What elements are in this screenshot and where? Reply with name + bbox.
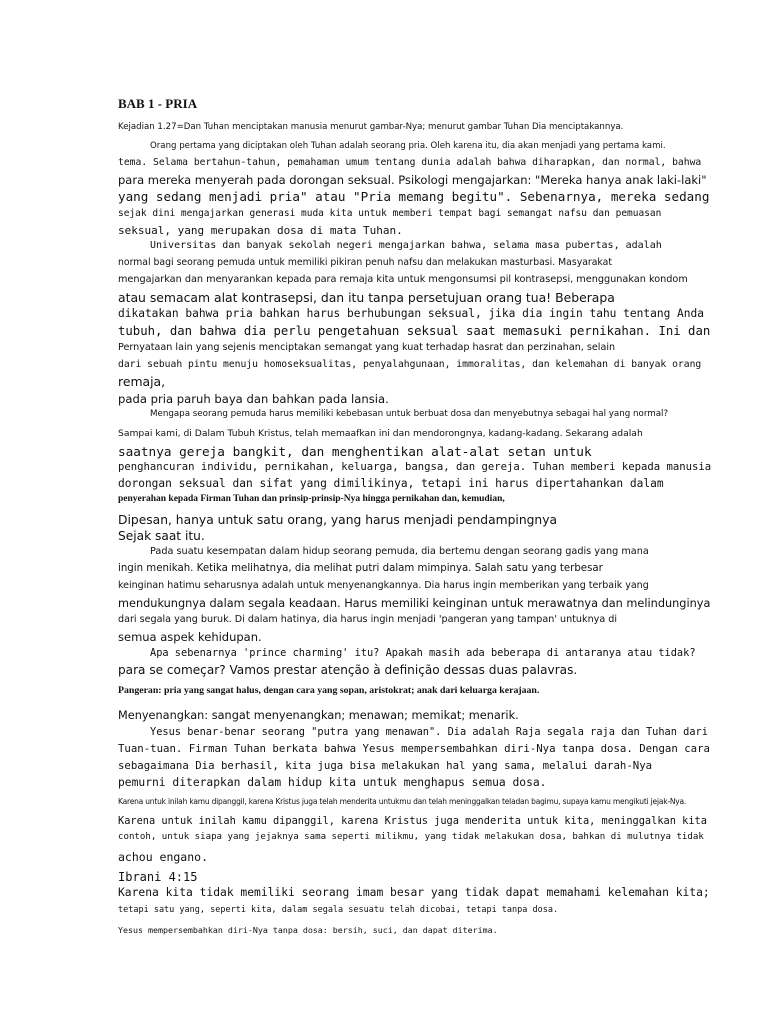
text-line: sebagaimana Dia berhasil, kita juga bisa melakukan hal yang sama, melalui darah-Nya [118, 759, 653, 772]
verse-reference: Ibrani 4:15 [118, 870, 198, 884]
text-line: Pernyataan lain yang sejenis menciptakan semangat yang kuat terhadap hasrat dan perzinahan, selain [118, 342, 616, 353]
text-line: penghancuran individu, pernikahan, keluarga, bangsa, dan gereja. Tuhan memberi kepada manusia [118, 461, 712, 473]
text-line: pada pria paruh baya dan bahkan pada lansia. [118, 392, 389, 406]
text-line: tema. Selama bertahun-tahun, pemahaman umum tentang dunia adalah bahwa diharapkan, dan normal, bahwa [118, 157, 702, 168]
text-line: Menyenangkan: sangat menyenangkan; menawan; memikat; menarik. [118, 709, 519, 722]
text-line: tubuh, dan bahwa dia perlu pengetahuan seksual saat memasuki pernikahan. Ini dan [118, 324, 711, 338]
text-line: Apa sebenarnya 'prince charming' itu? Apakah masih ada beberapa di antaranya atau tidak? [150, 647, 696, 659]
text-line: Karena kita tidak memiliki seorang imam besar yang tidak dapat memahami kelemahan kita; [118, 886, 710, 899]
text-line: Mengapa seorang pemuda harus memiliki kebebasan untuk berbuat dosa dan menyebutnya sebagai hal yang normal? [150, 409, 669, 419]
text-line: keinginan hatimu seharusnya adalah untuk menyenangkannya. Dia harus ingin memberikan yang terbaik yang [118, 580, 649, 591]
text-line: Yesus mempersembahkan diri-Nya tanpa dosa: bersih, suci, dan dapat diterima. [118, 925, 498, 935]
text-line: Yesus benar-benar seorang "putra yang menawan". Dia adalah Raja segala raja dan Tuhan dari [150, 726, 708, 738]
text-line: mendukungnya dalam segala keadaan. Harus memiliki keinginan untuk merawatnya dan melindunginya [118, 597, 711, 610]
text-line: seksual, yang merupakan dosa di mata Tuhan. [118, 224, 403, 237]
text-line: penyerahan kepada Firman Tuhan dan prinsip-prinsip-Nya hingga pernikahan dan, kemudian, [118, 494, 505, 504]
text-line: Universitas dan banyak sekolah negeri mengajarkan bahwa, selama masa pubertas, adalah [150, 240, 662, 251]
text-line: para se começar? Vamos prestar atenção à definição dessas duas palavras. [118, 663, 578, 677]
text-line: Pangeran: pria yang sangat halus, dengan cara yang sopan, aristokrat; anak dari keluarga kerajaan. [118, 685, 540, 696]
text-line: saatnya gereja bangkit, dan menghentikan alat-alat setan untuk [118, 444, 592, 459]
text-line: dari sebuah pintu menuju homoseksualitas, penyalahgunaan, immoralitas, dan kelemahan di banyak orang [118, 359, 702, 370]
text-line: Orang pertama yang diciptakan oleh Tuhan adalah seorang pria. Oleh karena itu, dia akan menjadi yang pertama kami. [150, 141, 666, 151]
text-line: Dipesan, hanya untuk satu orang, yang harus menjadi pendampingnya [118, 513, 558, 527]
text-line: remaja, [118, 374, 166, 389]
text-line: Karena untuk inilah kamu dipanggil, karena Kristus juga telah menderita untukmu dan telah meninggalkan teladan bagimu, supaya kamu mengikuti jejak-Nya. [118, 797, 687, 806]
text-line: normal bagi seorang pemuda untuk memiliki pikiran penuh nafsu dan melakukan masturbasi. Masyarakat [118, 257, 612, 268]
text-line: sejak dini mengajarkan generasi muda kita untuk memberi tempat bagi semangat nafsu dan pemuasan [118, 208, 662, 219]
text-line: dorongan seksual dan sifat yang dimilikinya, tetapi ini harus dipertahankan dalam [118, 477, 664, 490]
text-line: ingin menikah. Ketika melihatnya, dia melihat putri dalam mimpinya. Salah satu yang terbesar [118, 563, 603, 574]
text-line: yang sedang menjadi pria" atau "Pria memang begitu". Sebenarnya, mereka sedang [118, 189, 710, 204]
text-line: Pada suatu kesempatan dalam hidup seorang pemuda, dia bertemu dengan seorang gadis yang mana [150, 546, 649, 557]
text-line: Tuan-tuan. Firman Tuhan berkata bahwa Yesus mempersembahkan diri-Nya tanpa dosa. Dengan cara [118, 742, 710, 755]
text-line: Sejak saat itu. [118, 529, 205, 543]
text-line: dari segala yang buruk. Di dalam hatinya, dia harus ingin menjadi 'pangeran yang tampan' untuknya di [118, 614, 618, 625]
text-line: dikatakan bahwa pria bahkan harus berhubungan seksual, jika dia ingin tahu tentang Anda [118, 307, 704, 320]
text-line: pemurni diterapkan dalam hidup kita untuk menghapus semua dosa. [118, 776, 547, 789]
text-line: contoh, untuk siapa yang jejaknya sama seperti milikmu, yang tidak melakukan dosa, bahkan di mulutnya tidak [118, 832, 704, 842]
text-line: tetapi satu yang, seperti kita, dalam segala sesuatu telah dicobai, tetapi tanpa dosa. [118, 905, 559, 915]
text-line: Karena untuk inilah kamu dipanggil, karena Kristus juga menderita untuk kita, meninggalkan kita [118, 815, 707, 827]
text-line: mengajarkan dan menyarankan kepada para remaja kita untuk mengonsumsi pil kontrasepsi, menggunakan kondom [118, 274, 688, 285]
text-line: achou engano. [118, 850, 209, 864]
text-line: Sampai kami, di Dalam Tubuh Kristus, telah memaafkan ini dan mendorongnya, kadang-kadang. Sekarang adalah [118, 428, 643, 439]
text-line: atau semacam alat kontrasepsi, dan itu tanpa persetujuan orang tua! Beberapa [118, 290, 615, 305]
text-line: para mereka menyerah pada dorongan seksual. Psikologi mengajarkan: "Mereka hanya anak laki-laki" [118, 173, 707, 187]
text-line: semua aspek kehidupan. [118, 630, 262, 644]
chapter-heading: BAB 1 - PRIA [118, 96, 198, 111]
text-line: Kejadian 1.27=Dan Tuhan menciptakan manusia menurut gambar-Nya; menurut gambar Tuhan Dia menciptakannya. [118, 122, 624, 132]
